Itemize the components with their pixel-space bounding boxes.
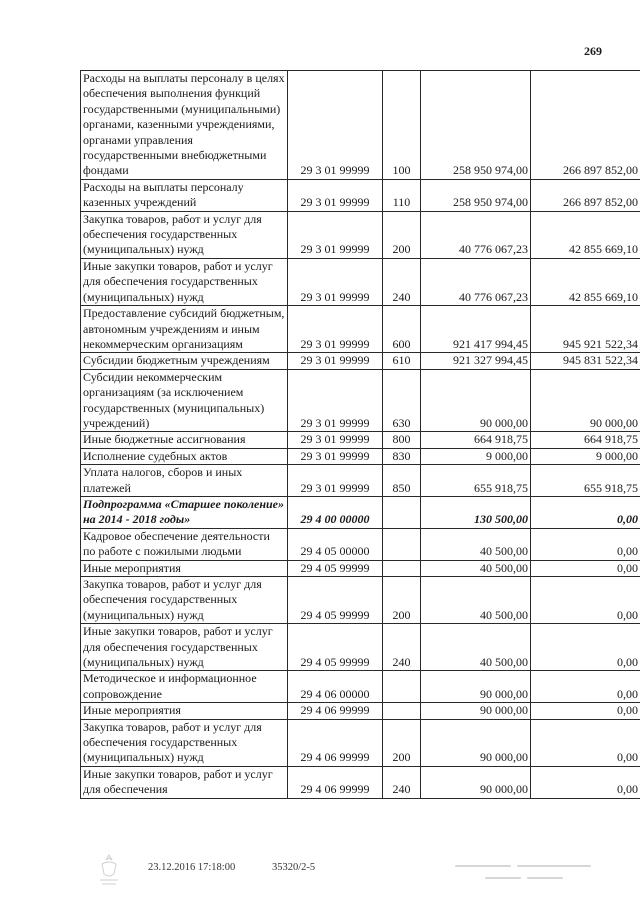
row-code: 29 3 01 99999 <box>288 211 383 258</box>
row-expense-type <box>383 703 421 719</box>
row-expense-type: 610 <box>383 353 421 369</box>
row-code: 29 4 05 99999 <box>288 624 383 671</box>
budget-table-body <box>81 71 640 799</box>
row-name: Закупка товаров, работ и услуг для обеспечения государственных (муниципальных) нужд <box>81 211 288 258</box>
table-row <box>81 306 640 353</box>
row-name: Расходы на выплаты персоналу казенных учреждений <box>81 179 288 211</box>
row-amount-2018: 0,00 <box>531 496 640 528</box>
row-code: 29 3 01 99999 <box>288 71 383 180</box>
seal-icon <box>96 852 122 888</box>
row-amount-2017: 921 417 994,45 <box>421 306 531 353</box>
row-name: Предоставление субсидий бюджетным, автономным учреждениям и иным некоммерческим организациям <box>81 306 288 353</box>
row-amount-2018: 42 855 669,10 <box>531 211 640 258</box>
row-code: 29 4 00 00000 <box>288 496 383 528</box>
row-amount-2017: 90 000,00 <box>421 703 531 719</box>
table-row <box>81 766 640 798</box>
table-row <box>81 577 640 624</box>
row-code: 29 3 01 99999 <box>288 306 383 353</box>
row-code: 29 4 05 99999 <box>288 577 383 624</box>
row-amount-2017: 90 000,00 <box>421 766 531 798</box>
row-name: Субсидии некоммерческим организациям (за исключением государственных (муниципальных) учреждений) <box>81 369 288 432</box>
row-code: 29 3 01 99999 <box>288 179 383 211</box>
table-row <box>81 71 640 180</box>
row-amount-2017: 655 918,75 <box>421 465 531 497</box>
row-name: Расходы на выплаты персоналу в целях обеспечения выполнения функций государственными (муниципальными) органами, казенными учреждениями, органами управления государственными внебюджетными фондами <box>81 71 288 180</box>
row-amount-2018: 0,00 <box>531 766 640 798</box>
row-expense-type: 800 <box>383 432 421 448</box>
row-expense-type: 850 <box>383 465 421 497</box>
row-amount-2018: 0,00 <box>531 719 640 766</box>
footer-doc-code: 35320/2-5 <box>272 862 316 873</box>
row-amount-2017: 258 950 974,00 <box>421 71 531 180</box>
row-amount-2017: 40 500,00 <box>421 528 531 560</box>
table-row <box>81 211 640 258</box>
row-amount-2017: 258 950 974,00 <box>421 179 531 211</box>
row-code: 29 3 01 99999 <box>288 432 383 448</box>
table-row <box>81 258 640 305</box>
row-expense-type: 240 <box>383 624 421 671</box>
row-code: 29 4 05 99999 <box>288 560 383 576</box>
row-name: Иные закупки товаров, работ и услуг для обеспечения государственных (муниципальных) нужд <box>81 258 288 305</box>
row-amount-2017: 40 500,00 <box>421 560 531 576</box>
row-code: 29 4 06 00000 <box>288 671 383 703</box>
row-name: Иные закупки товаров, работ и услуг для обеспечения государственных (муниципальных) нужд <box>81 624 288 671</box>
row-amount-2018: 9 000,00 <box>531 448 640 464</box>
row-amount-2017: 40 776 067,23 <box>421 211 531 258</box>
row-name: Иные мероприятия <box>81 703 288 719</box>
table-row <box>81 448 640 464</box>
row-amount-2018: 0,00 <box>531 577 640 624</box>
row-expense-type <box>383 671 421 703</box>
row-expense-type: 200 <box>383 719 421 766</box>
row-expense-type: 630 <box>383 369 421 432</box>
row-amount-2017: 921 327 994,45 <box>421 353 531 369</box>
row-name: Закупка товаров, работ и услуг для обеспечения государственных (муниципальных) нужд <box>81 719 288 766</box>
budget-table <box>80 70 640 799</box>
faded-stamp-icon <box>450 858 600 888</box>
row-code: 29 4 06 99999 <box>288 703 383 719</box>
row-amount-2018: 42 855 669,10 <box>531 258 640 305</box>
row-amount-2018: 0,00 <box>531 560 640 576</box>
row-code: 29 3 01 99999 <box>288 448 383 464</box>
table-row <box>81 560 640 576</box>
row-amount-2017: 130 500,00 <box>421 496 531 528</box>
row-code: 29 4 05 00000 <box>288 528 383 560</box>
row-expense-type: 830 <box>383 448 421 464</box>
row-code: 29 3 01 99999 <box>288 353 383 369</box>
row-amount-2017: 90 000,00 <box>421 671 531 703</box>
row-name: Кадровое обеспечение деятельности по работе с пожилыми людьми <box>81 528 288 560</box>
row-amount-2017: 90 000,00 <box>421 719 531 766</box>
row-amount-2018: 0,00 <box>531 528 640 560</box>
row-amount-2018: 945 831 522,34 <box>531 353 640 369</box>
row-amount-2018: 0,00 <box>531 703 640 719</box>
row-amount-2017: 9 000,00 <box>421 448 531 464</box>
row-amount-2018: 90 000,00 <box>531 369 640 432</box>
footer-datetime: 23.12.2016 17:18:00 <box>148 862 236 873</box>
row-amount-2018: 266 897 852,00 <box>531 71 640 180</box>
row-amount-2018: 0,00 <box>531 671 640 703</box>
table-row <box>81 624 640 671</box>
row-name: Уплата налогов, сборов и иных платежей <box>81 465 288 497</box>
table-row <box>81 671 640 703</box>
row-code: 29 3 01 99999 <box>288 369 383 432</box>
row-expense-type <box>383 560 421 576</box>
row-name: Субсидии бюджетным учреждениям <box>81 353 288 369</box>
row-code: 29 3 01 99999 <box>288 258 383 305</box>
row-name: Исполнение судебных актов <box>81 448 288 464</box>
table-row <box>81 432 640 448</box>
row-amount-2017: 40 500,00 <box>421 577 531 624</box>
row-expense-type: 600 <box>383 306 421 353</box>
row-amount-2017: 664 918,75 <box>421 432 531 448</box>
page-number: 269 <box>584 44 602 58</box>
row-code: 29 4 06 99999 <box>288 719 383 766</box>
table-row <box>81 353 640 369</box>
table-row <box>81 703 640 719</box>
table-row <box>81 528 640 560</box>
row-amount-2018: 945 921 522,34 <box>531 306 640 353</box>
row-expense-type: 110 <box>383 179 421 211</box>
row-name: Методическое и информационное сопровождение <box>81 671 288 703</box>
row-expense-type <box>383 528 421 560</box>
row-expense-type <box>383 496 421 528</box>
table-row <box>81 719 640 766</box>
row-amount-2018: 0,00 <box>531 624 640 671</box>
row-expense-type: 200 <box>383 577 421 624</box>
row-amount-2017: 40 500,00 <box>421 624 531 671</box>
table-row <box>81 496 640 528</box>
row-expense-type: 240 <box>383 766 421 798</box>
row-name: Иные бюджетные ассигнования <box>81 432 288 448</box>
table-row <box>81 369 640 432</box>
row-expense-type: 240 <box>383 258 421 305</box>
row-amount-2017: 40 776 067,23 <box>421 258 531 305</box>
row-name: Подпрограмма «Старшее поколение» на 2014 - 2018 годы» <box>81 496 288 528</box>
row-amount-2017: 90 000,00 <box>421 369 531 432</box>
row-name: Иные закупки товаров, работ и услуг для обеспечения <box>81 766 288 798</box>
row-amount-2018: 664 918,75 <box>531 432 640 448</box>
row-name: Иные мероприятия <box>81 560 288 576</box>
row-name: Закупка товаров, работ и услуг для обеспечения государственных (муниципальных) нужд <box>81 577 288 624</box>
row-expense-type: 200 <box>383 211 421 258</box>
table-row <box>81 179 640 211</box>
table-row <box>81 465 640 497</box>
row-code: 29 3 01 99999 <box>288 465 383 497</box>
row-code: 29 4 06 99999 <box>288 766 383 798</box>
row-amount-2018: 266 897 852,00 <box>531 179 640 211</box>
row-amount-2018: 655 918,75 <box>531 465 640 497</box>
row-expense-type: 100 <box>383 71 421 180</box>
